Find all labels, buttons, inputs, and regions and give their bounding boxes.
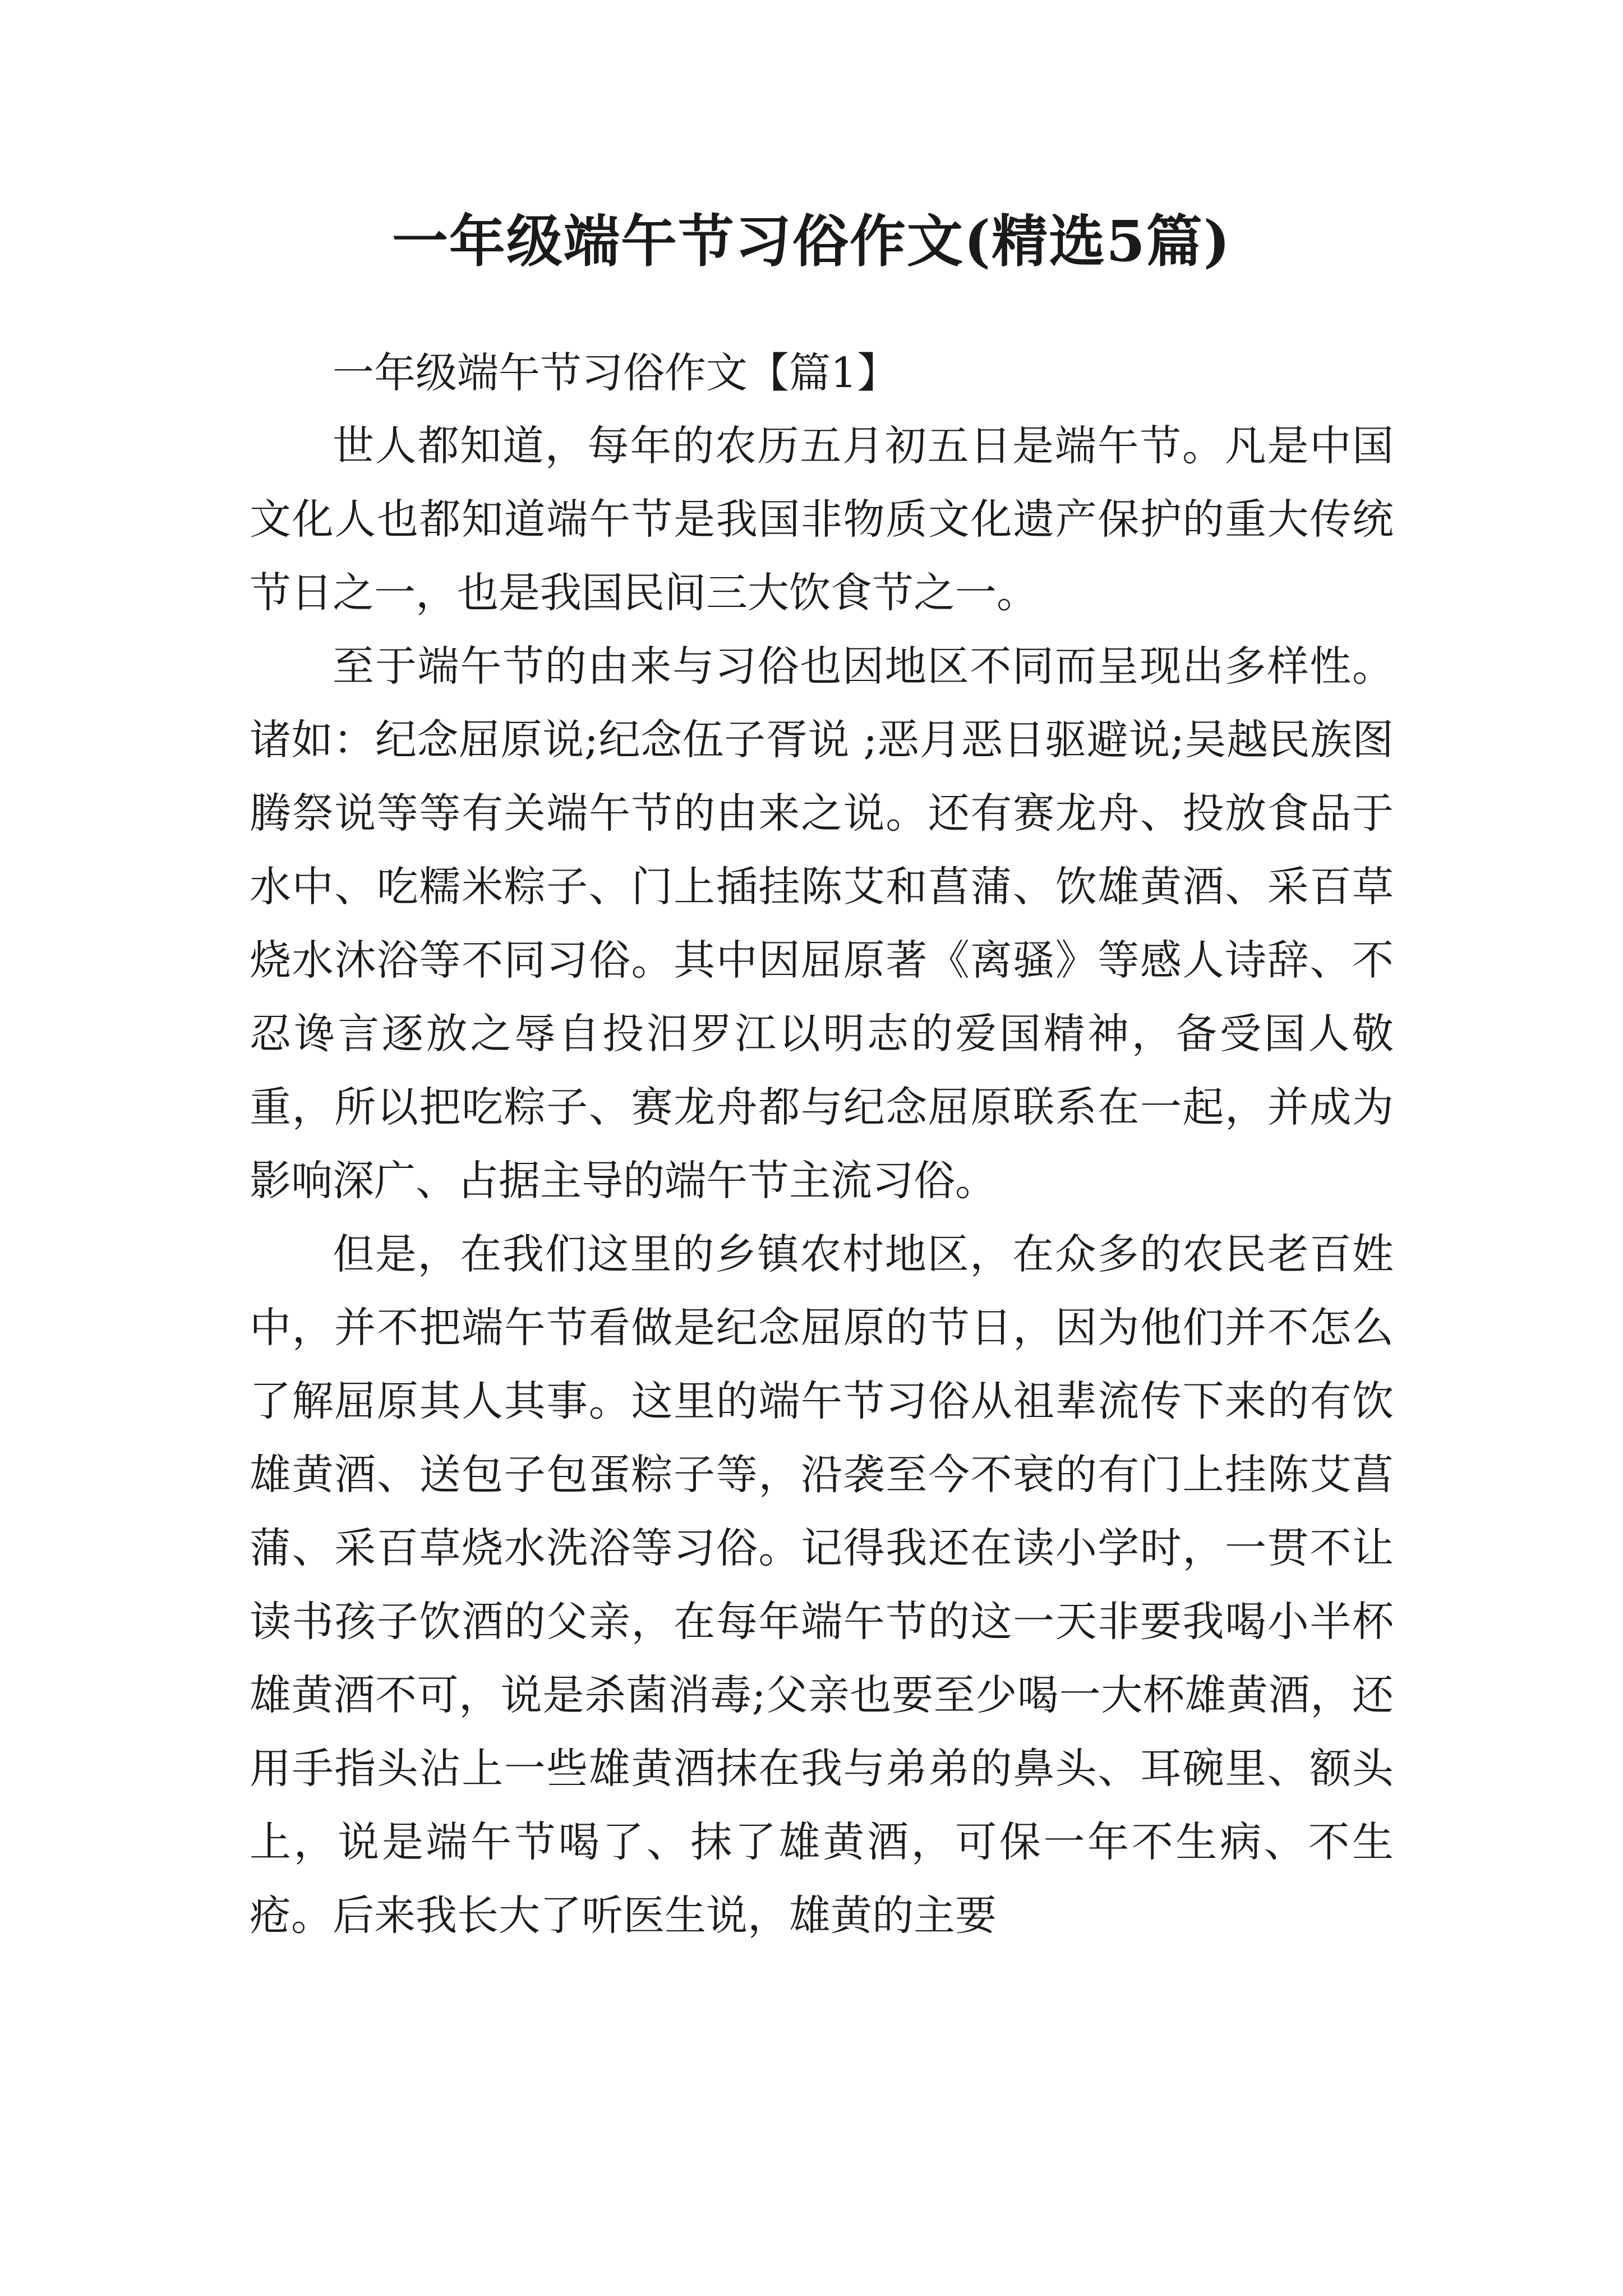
document-title: 一年级端午节习俗作文(精选5篇): [391, 208, 1232, 274]
paragraph-3: 但是，在我们这里的乡镇农村地区，在众多的农民老百姓中，并不把端午节看做是纪念屈原的节日，因为他们并不怎么了解屈原其人其事。这里的端午节习俗从祖辈流传下来的有饮雄黄酒、送包子包蛋粽子等，沿袭至今不衰的有门上挂陈艾菖蒲、采百草烧水洗浴等习俗。记得我还在读小学时，一贯不让读书孩子饮酒的父亲，在每年端午节的这一天非要我喝小半杯雄黄酒不可，说是杀菌消毒;父亲也要至少喝一大杯雄黄酒，还用手指头沾上一些雄黄酒抹在我与弟弟的鼻头、耳碗里、额头上，说是端午节喝了、抹了雄黄酒，可保一年不生病、不生疮。后来我长大了听医生说，雄黄的主要: [250, 1230, 1394, 1940]
section-heading: 一年级端午节习俗作文【篇1】: [333, 349, 899, 397]
document-body: [250, 337, 1394, 1953]
paragraph-2: 至于端午节的由来与习俗也因地区不同而呈现出多样性。诸如：纪念屈原说;纪念伍子胥说 ;恶月恶日驱避说;吴越民族图腾祭说等等有关端午节的由来之说。还有赛龙舟、投放食品于水中、吃糯米粽子、门上插挂陈艾和菖蒲、饮雄黄酒、采百草烧水沐浴等不同习俗。其中因屈原著《离骚》等感人诗辞、不忍谗言逐放之辱自投汨罗江以明志的爱国精神，备受国人敬重，所以把吃粽子、赛龙舟都与纪念屈原联系在一起，并成为影响深广、占据主导的端午节主流习俗。: [250, 642, 1394, 1205]
paragraph-1: 世人都知道，每年的农历五月初五日是端午节。凡是中国文化人也都知道端午节是我国非物质文化遗产保护的重大传统节日之一，也是我国民间三大饮食节之一。: [250, 422, 1394, 617]
